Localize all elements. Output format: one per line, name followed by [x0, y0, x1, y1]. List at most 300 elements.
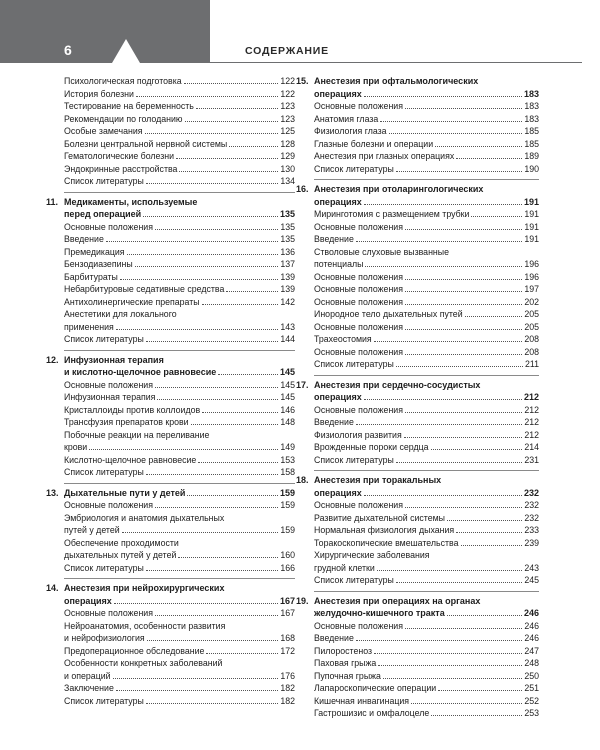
toc-entry[interactable]: [64, 321, 295, 334]
dot-leader: [116, 682, 278, 691]
dot-leader: [405, 221, 522, 230]
entry-title: Психологическая подготовка: [64, 76, 182, 86]
dot-leader: [116, 321, 279, 330]
entry-title: Физиология глаза: [314, 126, 387, 136]
dot-leader: [405, 271, 522, 280]
entry-title: Введение: [314, 633, 354, 643]
toc-entry[interactable]: [64, 233, 295, 246]
page-ref: 243: [524, 562, 539, 573]
page-ref: 159: [280, 500, 295, 510]
dot-leader: [146, 333, 278, 342]
toc-entry[interactable]: [314, 125, 539, 138]
dot-leader: [431, 441, 523, 450]
page-ref: 245: [524, 575, 539, 585]
page-ref: 168: [280, 633, 295, 643]
entry-title: Список литературы: [64, 695, 144, 706]
toc-entry[interactable]: [64, 163, 295, 176]
toc-entry[interactable]: [314, 221, 539, 234]
chapter-title: Инфузионная терапия: [64, 354, 164, 365]
toc-chapter-line[interactable]: [296, 379, 539, 392]
chapter-title: Анестезия при офтальмологических: [314, 76, 479, 86]
entry-title: Болезни центральной нервной системы: [64, 138, 228, 149]
page-ref: 246: [524, 620, 539, 631]
entry-title: Основные положения: [314, 404, 403, 415]
toc-entry[interactable]: [64, 607, 295, 620]
toc-entry[interactable]: [314, 562, 539, 575]
chapter-title: Анестезия при сердечно-сосудистых: [314, 379, 481, 390]
chapter-divider: [314, 591, 539, 592]
toc-left-column: [46, 75, 295, 707]
entry-title: Инородное тело дыхательных путей: [314, 309, 463, 319]
toc-entry[interactable]: [64, 441, 295, 454]
chapter-title: и кислотно-щелочное равновесие: [64, 367, 217, 377]
dot-leader: [411, 695, 522, 704]
toc-entry[interactable]: [64, 271, 295, 284]
entry-title: Основные положения: [64, 500, 153, 510]
dot-leader: [146, 466, 278, 475]
dot-leader: [157, 391, 278, 400]
toc-entry[interactable]: [64, 296, 295, 309]
dot-leader: [364, 88, 522, 97]
dot-leader: [431, 707, 522, 716]
toc-entry[interactable]: [314, 163, 539, 176]
entry-title: Основные положения: [314, 321, 403, 332]
entry-title: Кишечная инвагинация: [314, 695, 410, 706]
toc-entry[interactable]: [64, 221, 295, 234]
dot-leader: [145, 125, 279, 134]
toc-chapter-line[interactable]: [314, 88, 539, 101]
toc-entry[interactable]: [64, 695, 295, 708]
entry-title: Барбитураты: [64, 271, 118, 282]
toc-entry[interactable]: [64, 391, 295, 404]
chapter-title: Анестезия при операциях на органах: [314, 595, 481, 606]
toc-entry[interactable]: [64, 562, 295, 575]
page-ref: 158: [280, 467, 295, 477]
page-ref: 190: [524, 163, 539, 174]
page-ref: 232: [524, 512, 539, 523]
header-rule: [210, 62, 582, 63]
toc-entry[interactable]: [314, 150, 539, 163]
page-ref: 145: [279, 367, 295, 377]
page-ref: 214: [524, 442, 539, 452]
toc-entry[interactable]: [314, 100, 539, 113]
page-ref: 122: [280, 88, 295, 99]
toc-entry[interactable]: [314, 321, 539, 334]
dot-leader: [396, 574, 522, 583]
dot-leader: [155, 499, 278, 508]
toc-entry[interactable]: [314, 346, 539, 359]
page-ref: 167: [279, 595, 295, 606]
page-number: 6: [64, 42, 72, 58]
dot-leader: [127, 246, 279, 255]
dot-leader: [143, 208, 278, 217]
toc-chapter-line[interactable]: [64, 595, 295, 608]
entry-title: Основные положения: [314, 284, 403, 294]
chapter-number: 17.: [296, 379, 309, 390]
chapter-divider: [314, 375, 539, 376]
toc-entry[interactable]: [64, 620, 295, 633]
toc-entry[interactable]: [64, 246, 295, 259]
entry-title: Бензодиазепины: [64, 259, 133, 269]
toc-chapter-line[interactable]: [314, 487, 539, 500]
dot-leader: [380, 113, 522, 122]
entry-title: Заключение: [64, 683, 114, 693]
entry-title: Основные положения: [314, 101, 403, 111]
entry-title: Трахеостомия: [314, 334, 372, 344]
dot-leader: [356, 233, 522, 242]
entry-title: Список литературы: [314, 575, 394, 585]
page-ref: 145: [280, 379, 295, 390]
dot-leader: [374, 645, 522, 654]
entry-title: Паховая грыжа: [314, 658, 377, 668]
entry-title: Небарбитуровые седативные средства: [64, 284, 225, 294]
dot-leader: [178, 549, 278, 558]
entry-title: Премедикация: [64, 246, 125, 257]
toc-entry[interactable]: [64, 512, 295, 525]
dot-leader: [378, 657, 522, 666]
dot-leader: [202, 296, 279, 305]
toc-entry[interactable]: [64, 379, 295, 392]
page-ref: 142: [280, 296, 295, 307]
toc-entry[interactable]: [64, 283, 295, 296]
toc-chapter-line[interactable]: [296, 595, 539, 608]
toc-chapter-line[interactable]: [296, 183, 539, 196]
entry-title: потенциалы: [314, 259, 364, 269]
toc-entry[interactable]: [64, 404, 295, 417]
dot-leader: [396, 358, 523, 367]
toc-entry[interactable]: [64, 113, 295, 126]
chapter-title: операциях: [314, 392, 362, 402]
toc-entry[interactable]: [64, 537, 295, 550]
page-ref: 191: [524, 209, 539, 219]
toc-entry[interactable]: [314, 512, 539, 525]
dot-leader: [364, 196, 522, 205]
toc-entry[interactable]: [314, 441, 539, 454]
toc-entry[interactable]: [64, 429, 295, 442]
page-ref: 250: [524, 670, 539, 681]
page-ref: 145: [280, 392, 295, 402]
dot-leader: [196, 100, 278, 109]
entry-title: Физиология развития: [314, 429, 402, 440]
toc-entry[interactable]: [64, 88, 295, 101]
entry-title: Анатомия глаза: [314, 113, 379, 124]
page-ref: 122: [280, 76, 295, 86]
toc-chapter-line[interactable]: [296, 474, 539, 487]
toc-entry[interactable]: [314, 416, 539, 429]
dot-leader: [191, 416, 279, 425]
entry-title: Миринготомия с размещением трубки: [314, 209, 470, 219]
chapter-number: 19.: [296, 595, 309, 606]
toc-entry[interactable]: [64, 333, 295, 346]
toc-entry[interactable]: [314, 404, 539, 417]
page-ref: 197: [524, 284, 539, 294]
toc-entry[interactable]: [314, 537, 539, 550]
page-ref: 159: [279, 487, 295, 498]
page-ref: 191: [524, 221, 539, 232]
page-ref: 130: [280, 163, 295, 174]
page-ref: 143: [280, 321, 295, 332]
toc-chapter-line[interactable]: [314, 196, 539, 209]
toc-chapter-line[interactable]: [46, 196, 295, 209]
entry-title: Предоперационное обследование: [64, 645, 205, 656]
toc-entry[interactable]: [314, 645, 539, 658]
entry-title: Список литературы: [314, 163, 394, 174]
entry-title: История болезни: [64, 88, 134, 99]
toc-chapter-line[interactable]: [64, 366, 295, 379]
dot-leader: [187, 487, 278, 496]
entry-title: Антихолинергические препараты: [64, 296, 200, 307]
page-ref: 205: [524, 309, 539, 319]
entry-title: применения: [64, 321, 114, 332]
toc-entry[interactable]: [64, 258, 295, 271]
toc-entry[interactable]: [64, 308, 295, 321]
page-ref: 185: [524, 138, 539, 149]
entry-title: Основные положения: [314, 620, 403, 631]
dot-leader: [377, 562, 522, 571]
toc-entry[interactable]: [314, 707, 539, 720]
entry-title: Побочные реакции на переливание: [64, 429, 210, 440]
page-ref: 166: [280, 562, 295, 573]
toc-entry[interactable]: [64, 75, 295, 88]
dot-leader: [383, 670, 522, 679]
page-ref: 183: [524, 101, 539, 111]
toc-entry[interactable]: [64, 138, 295, 151]
dot-leader: [229, 138, 278, 147]
entry-title: Обеспечение проходимости: [64, 537, 179, 548]
page-ref: 233: [524, 525, 539, 535]
dot-leader: [405, 346, 522, 355]
toc-entry[interactable]: [64, 524, 295, 537]
page-ref: 183: [523, 88, 539, 99]
page-ref: 253: [524, 708, 539, 718]
toc-entry[interactable]: [64, 416, 295, 429]
page-ref: 251: [524, 683, 539, 693]
page-ref: 182: [280, 695, 295, 706]
entry-title: Основные положения: [64, 608, 153, 618]
entry-title: Лапароскопические операции: [314, 683, 437, 693]
toc-entry[interactable]: [314, 333, 539, 346]
dot-leader: [122, 524, 279, 533]
entry-title: Основные положения: [64, 221, 153, 232]
page-ref: 137: [280, 259, 295, 269]
toc-entry[interactable]: [64, 632, 295, 645]
page-ref: 159: [280, 525, 295, 535]
page-ref: 146: [280, 404, 295, 415]
page-ref: 123: [280, 113, 295, 124]
entry-title: Введение: [64, 234, 104, 244]
entry-title: Эмбриология и анатомия дыхательных: [64, 512, 225, 523]
dot-leader: [396, 163, 522, 172]
dot-leader: [198, 454, 278, 463]
toc-entry[interactable]: [314, 246, 539, 259]
toc-entry[interactable]: [314, 695, 539, 708]
dot-leader: [461, 537, 523, 546]
toc-entry[interactable]: [314, 574, 539, 587]
toc-entry[interactable]: [314, 657, 539, 670]
dot-leader: [136, 88, 278, 97]
chapter-title: Анестезия при отоларингологических: [314, 184, 484, 194]
entry-title: Развитие дыхательной системы: [314, 512, 445, 523]
page-ref: 139: [280, 284, 295, 294]
entry-title: грудной клетки: [314, 562, 375, 573]
toc-entry[interactable]: [314, 138, 539, 151]
toc-entry[interactable]: [64, 454, 295, 467]
page-ref: 134: [280, 176, 295, 186]
entry-title: Инфузионная терапия: [64, 392, 156, 402]
chapter-number: 18.: [296, 475, 309, 485]
toc-entry[interactable]: [314, 258, 539, 271]
chapter-divider: [64, 483, 295, 484]
entry-title: крови: [64, 442, 88, 452]
dot-leader: [146, 562, 278, 571]
toc-entry[interactable]: [314, 358, 539, 371]
toc-entry[interactable]: [64, 645, 295, 658]
dot-leader: [456, 524, 522, 533]
entry-title: Особенности конкретных заболеваний: [64, 658, 223, 668]
dot-leader: [435, 138, 522, 147]
dot-leader: [155, 221, 278, 230]
entry-title: Врожденные пороки сердца: [314, 442, 429, 452]
page-ref: 183: [524, 113, 539, 124]
dot-leader: [114, 595, 278, 604]
dot-leader: [471, 208, 522, 217]
toc-entry[interactable]: [64, 100, 295, 113]
toc-chapter-line[interactable]: [46, 354, 295, 367]
dot-leader: [176, 150, 278, 159]
page-ref: 128: [280, 138, 295, 149]
entry-title: Список литературы: [64, 334, 144, 344]
entry-title: Гастрошизис и омфалоцеле: [314, 708, 430, 718]
entry-title: Стволовые слуховые вызванные: [314, 246, 449, 257]
dot-leader: [438, 682, 522, 691]
dot-leader: [405, 283, 522, 292]
page-ref: 212: [524, 417, 539, 427]
chapter-divider: [64, 192, 295, 193]
section-title: СОДЕРЖАНИЕ: [245, 45, 329, 57]
toc-entry[interactable]: [314, 632, 539, 645]
toc-entry[interactable]: [314, 620, 539, 633]
page-ref: 212: [524, 429, 539, 440]
page-ref: 252: [524, 695, 539, 706]
toc-entry[interactable]: [314, 670, 539, 683]
toc-entry[interactable]: [314, 499, 539, 512]
entry-title: Кристаллоиды против коллоидов: [64, 404, 201, 415]
toc-entry[interactable]: [314, 283, 539, 296]
entry-title: Основные положения: [314, 346, 403, 357]
page-ref: 247: [524, 645, 539, 656]
page-ref: 196: [524, 271, 539, 282]
page-ref: 191: [523, 196, 539, 207]
toc-entry[interactable]: [314, 113, 539, 126]
toc-chapter-line[interactable]: [296, 75, 539, 88]
page-ref: 231: [524, 454, 539, 465]
toc-entry[interactable]: [314, 296, 539, 309]
dot-leader: [226, 283, 278, 292]
toc-entry[interactable]: [64, 670, 295, 683]
toc-entry[interactable]: [64, 682, 295, 695]
entry-title: Особые замечания: [64, 126, 143, 136]
dot-leader: [155, 607, 278, 616]
dot-leader: [155, 379, 278, 388]
dot-leader: [113, 670, 279, 679]
toc-chapter-line[interactable]: [46, 487, 295, 500]
toc-chapter-line[interactable]: [46, 582, 295, 595]
dot-leader: [405, 296, 522, 305]
page-ref: 212: [524, 404, 539, 415]
entry-title: Глазные болезни и операции: [314, 138, 434, 149]
entry-title: Эндокринные расстройства: [64, 163, 178, 174]
chapter-title: операциях: [314, 487, 362, 498]
entry-title: Список литературы: [314, 454, 394, 465]
page-ref: 135: [279, 209, 295, 219]
page-ref: 144: [280, 334, 295, 344]
chapter-title: перед операцией: [64, 209, 142, 219]
toc-entry[interactable]: [314, 271, 539, 284]
dot-leader: [389, 125, 523, 134]
toc-entry[interactable]: [314, 308, 539, 321]
toc-chapter-line[interactable]: [314, 391, 539, 404]
toc-entry[interactable]: [64, 175, 295, 188]
page-ref: 246: [524, 633, 539, 643]
entry-title: Основные положения: [314, 271, 403, 282]
page-ref: 125: [280, 126, 295, 136]
toc-entry[interactable]: [64, 150, 295, 163]
dot-leader: [405, 321, 522, 330]
page-ref: 196: [524, 259, 539, 269]
toc-entry[interactable]: [64, 499, 295, 512]
entry-title: Список литературы: [64, 467, 144, 477]
page-ref: 176: [280, 670, 295, 681]
triangle-icon: [112, 39, 140, 63]
toc-entry[interactable]: [64, 657, 295, 670]
dot-leader: [456, 150, 522, 159]
toc-entry[interactable]: [64, 466, 295, 479]
entry-title: путей у детей: [64, 525, 120, 535]
entry-title: Нормальная физиология дыхания: [314, 525, 455, 535]
page-ref: 248: [524, 658, 539, 668]
page-ref: 139: [280, 271, 295, 282]
toc-entry[interactable]: [64, 549, 295, 562]
toc-entry[interactable]: [314, 682, 539, 695]
chapter-number: 11.: [46, 196, 59, 207]
dot-leader: [179, 163, 278, 172]
page-ref: 205: [524, 321, 539, 332]
page-ref: 185: [524, 126, 539, 136]
dot-leader: [106, 233, 278, 242]
chapter-title: операциях: [64, 595, 112, 606]
toc-entry[interactable]: [314, 524, 539, 537]
toc-entry[interactable]: [314, 454, 539, 467]
toc-entry[interactable]: [64, 125, 295, 138]
toc-chapter-line[interactable]: [64, 208, 295, 221]
page-ref: 232: [523, 487, 539, 498]
page-ref: 211: [524, 359, 539, 369]
toc-chapter-line[interactable]: [314, 607, 539, 620]
dot-leader: [356, 632, 522, 641]
page-ref: 189: [524, 151, 539, 161]
toc-entry[interactable]: [314, 233, 539, 246]
toc-entry[interactable]: [314, 208, 539, 221]
toc-entry[interactable]: [314, 549, 539, 562]
header-bar: [0, 0, 210, 63]
entry-title: и нейрофизиология: [64, 633, 145, 643]
entry-title: Основные положения: [314, 221, 403, 232]
entry-title: и операций: [64, 670, 111, 681]
toc-entry[interactable]: [314, 429, 539, 442]
dot-leader: [405, 404, 522, 413]
dot-leader: [185, 113, 279, 122]
chapter-number: 13.: [46, 487, 59, 498]
